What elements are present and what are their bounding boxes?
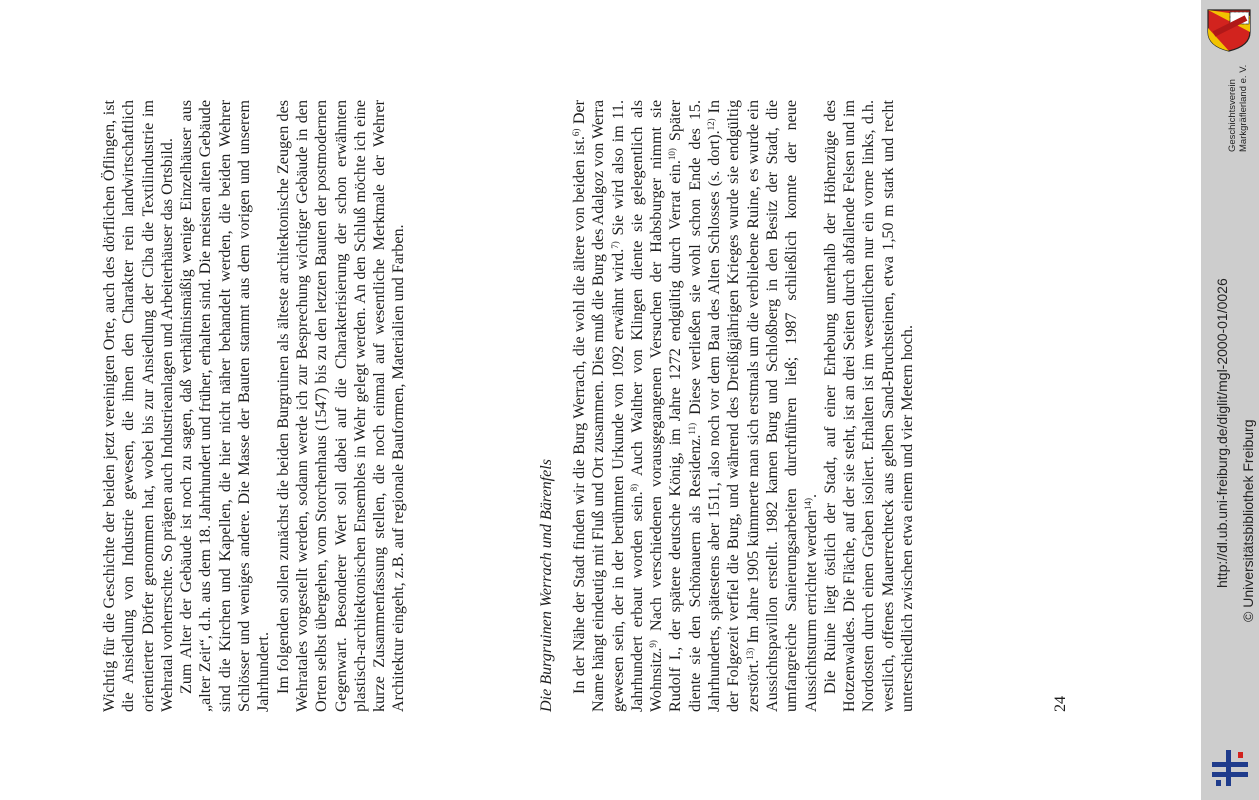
footnote-ref: 14) [802, 497, 813, 510]
footnote-ref: 7) [609, 241, 620, 249]
footnote-ref: 12) [706, 118, 717, 131]
sentence-1: In der Nähe der Stadt finden wir die Burg Werrach, die wohl die ältere von beiden ist. [571, 136, 588, 694]
text-column-1 [100, 100, 409, 712]
sentence-2: Der Name hängt eindeutig mit Fluß und Ort zusammen. Dies muß die Burg des Adalgoz von Werra gewesen sein, der in der berühmten Urkunde von 1092 erwähnt wird. [571, 100, 627, 712]
association-name-line-2: Markgräflerland e. V. [1238, 64, 1249, 152]
association-name-line-1: Geschichtsverein [1227, 79, 1238, 152]
sentence-7: Diese verließen sie wohl schon Ende des 15. Jahrhunderts, spätestens aber 1511, also noch vor dem Bau des Alten Schlosses (s. dort). [686, 99, 724, 712]
paragraph-1: Wichtig für die Geschichte der beiden jetzt vereinigten Orte, auch des dörflichen Öflingen, ist die Ansiedlung von Industrie gewesen, die ihnen den Charakter rein landwirtschaftlich orientierter Dörfer genommen hat, wobei bis zur Ansiedlung der Ciba die Textilindustrie im Wehratal vorherrschte. So prägen auch Industrieanlagen und Arbeiterhäuser das Ortsbild. [101, 100, 176, 712]
ub-freiburg-logo-icon [1208, 748, 1252, 788]
sentence-5: Nach verschiedenen vorausgegangenen Versuchen der Habsburger nimmt sie Rudolf I., der spätere deutsche König, im Jahre 1272 endgültig durch Verrat ein. [648, 100, 685, 712]
footnote-ref: 11) [686, 422, 697, 435]
sentence-3: Sie wird also im 11. Jahrhundert erbaut worden sein. [609, 100, 646, 712]
footnote-ref: 8) [628, 483, 639, 492]
coat-of-arms-icon [1206, 8, 1252, 52]
sentence-10: . [802, 493, 820, 498]
rotated-document-page [100, 0, 1200, 800]
sentence-4: Auch Walther von Klingen diente sie gelegentlich als Wohnsitz. [628, 100, 666, 712]
page-number: 24 [1052, 695, 1069, 712]
footnote-ref: 10) [667, 148, 678, 161]
paragraph-ruine: Die Ruine liegt östlich der Stadt, auf einer Erhebung unterhalb der Höhenzüge des Hotzenwaldes. Die Fläche, auf der sie steht, ist an drei Seiten durch abfallende Felsen und im Nordosten durch einen Graben isoliert. Erhalten ist im wesentlichen nur ein vorne links, d.h. westlich, offenes Mauerrechteck aus gelben Sand-Bruchsteinen, etwa 1,50 m stark und recht unterschiedlich zwischen etwa einem und vier Metern hoch. [821, 100, 917, 712]
document-url-link[interactable]: http://dl.ub.uni-freiburg.de/diglit/mgl-2000-01/0026 [1214, 278, 1230, 588]
section-heading: Die Burgruinen Werrach und Bärenfels [538, 459, 555, 712]
paragraph-3: Im folgenden sollen zunächst die beiden Burgruinen als älteste architektonische Zeugen des Wehratales vorgestellt werden, sodann werde ich zur Besprechung wichtiger Gebäude in den Orten selbst übergehen, vom Storchenhaus (1547) bis zu den letzten Bauten der postmodernen Gegenwart. Besonderer Wert soll dabei auf die Charakterisierung der schon erwähnten plastisch-architektonischen Ensembles in Wehr gelegt werden. An den Schluß möchte ich eine kurze Zusammenfassung stellen, die noch einmal auf wesentliche Merkmale der Wehrer Architektur eingeht, z.B. auf regionale Bauformen, Materialien und Farben. [274, 100, 408, 712]
copyright-notice: © Universitätsbibliothek Freiburg [1240, 419, 1256, 622]
footnote-ref: 9) [648, 640, 659, 648]
paragraph-2: Zum Alter der Gebäude ist noch zu sagen, daß verhältnismäßig wenige Einzelhäuser aus „alter Zeit“, d.h. aus dem 18. Jahrhundert und früher, erhalten sind. Die meisten alten Gebäude sind die Kirchen und Kapellen, die hier nicht näher behandelt werden, die beiden Wehrer Schlösser und weniges andere. Die Masse der Bauten stammt aus dem vorigen und unserem Jahrhundert. [178, 100, 273, 712]
text-column-2 [570, 100, 917, 712]
sentence-9: Im Jahre 1905 kümmerte man sich erstmals um die verbliebene Ruine, es wurde ein Aussichtspavillon erstellt. 1982 kamen Burg und Schloßberg in den Besitz der Stadt, die umfangreiche Sanierungsarbeiten durchführen ließ; 1987 schließlich konnte der neue Aussichtsturm errichtet werden [744, 100, 820, 712]
footnote-ref: 6) [571, 128, 581, 137]
sentence-6: Später diente sie den Schönauern als Residenz. [667, 100, 704, 712]
sentence-8: In der Folgezeit verfiel die Burg, und während des Dreißigjährigen Krieges wurde sie endgültig zerstört. [706, 100, 762, 712]
paragraph-werrach [570, 100, 821, 712]
footnote-ref: 13) [744, 647, 755, 660]
